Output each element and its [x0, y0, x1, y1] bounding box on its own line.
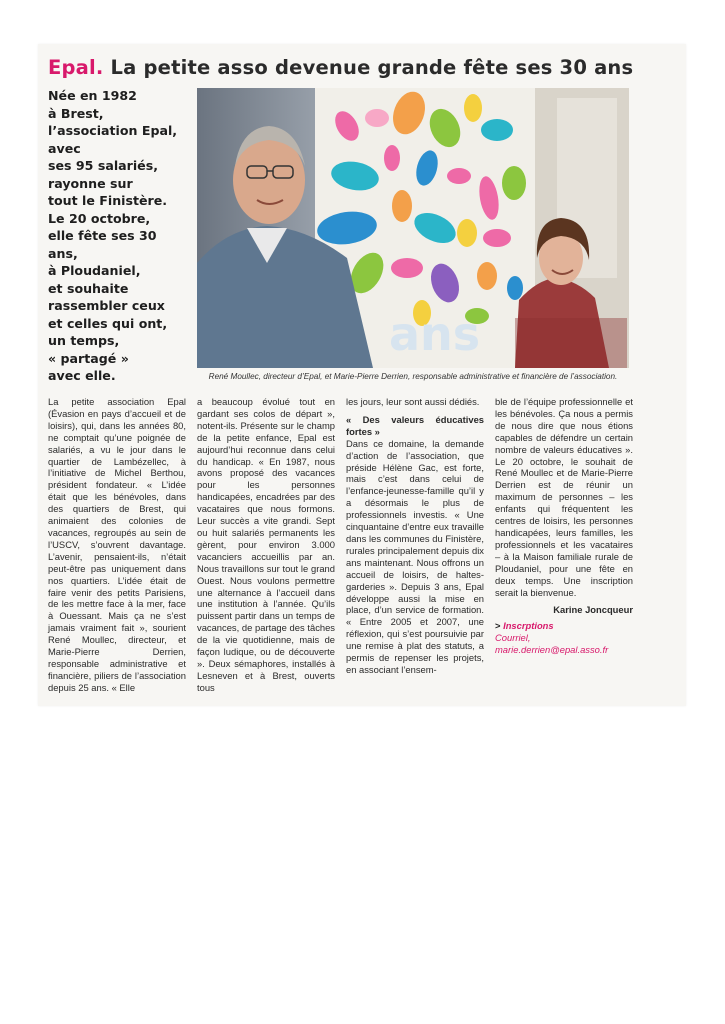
subheading: « Des valeurs éducatives fortes »	[346, 413, 484, 437]
lead-line: à Brest,	[48, 105, 104, 121]
body-paragraph: les jours, leur sont aussi dédiés.	[346, 396, 480, 407]
body-paragraph: a beaucoup évolué tout en gardant ses colos de départ », notent-ils. Présente sur le champ de la petite enfance, Epal est aujourd’hui reconnue dans celui du handicap. « En 1987, nous avons proposé des vacances pour les personnes handicapées, encadrées par des vacataires que nous formons. Leur succès a vite grandi. Sept ou huit salariés permanents les gèrent, pour environ 3.000 vacanciers accueillis par an. Nous travaillons sur tout le grand Ouest. Nous voulons permettre une alternance à l’accueil dans une institution à l’année. Qu’ils puissent partir dans un temps de vacances, de partage des tâches de la vie quotidienne, mais de façon ludique, ou de découverte ». Deux sémaphores, installés à Lesneven et à Brest, ouverts tous	[197, 396, 335, 693]
lead-line: ses 95 salariés,	[48, 158, 158, 173]
lead-line: et souhaite	[48, 280, 129, 296]
article-photo	[197, 88, 629, 368]
headline	[48, 56, 648, 79]
lead-line: rayonne sur	[48, 175, 133, 191]
body-column-1	[48, 396, 186, 694]
lead-line: Le 20 octobre,	[48, 210, 151, 226]
lead-line: un temps,	[48, 333, 120, 348]
info-box-label	[495, 620, 633, 632]
photo-caption: René Moullec, directeur d’Epal, et Marie-Pierre Derrien, responsable administrative et financière de l’association.	[208, 372, 618, 381]
info-label-text: Inscrptions	[503, 620, 554, 632]
body-column-4	[495, 396, 633, 656]
body-paragraph: ble de l’équipe professionnelle et les bénévoles. Ça nous a permis de nous dire que nous étions capables de défendre un certain nombre de valeurs éducatives ». Le 20 octobre, le souhait de René Moullec et de Marie-Pierre Derrien est de réunir un maximum de personnes – les enfants qui fréquentent les centres de loisirs, les personnes handicapées, leurs familles, les professionnels et les vacataires – à la Maison familiale rurale de Ploudaniel, pour une fête en deux temps. Une inscription serait la bienvenue.	[495, 396, 633, 598]
lead-line: tout le Finistère.	[48, 193, 168, 208]
author-byline: Karine Joncqueur	[553, 604, 633, 616]
lead-line: elle fête ses 30 ans,	[48, 228, 157, 261]
body-column-3	[346, 396, 484, 676]
lead-line: à Ploudaniel,	[48, 263, 141, 278]
lead-paragraph	[48, 87, 188, 385]
lead-line: avec	[48, 140, 81, 156]
body-paragraph: La petite association Epal (Évasion en pays d’accueil et de loisirs), qui, dans les années 80, ne comptait qu’une poignée de salariés, a vu le jour dans le quartier de Lambézellec, à l’initiative de Michel Berthou, président fondateur. « L’idée était que les bénévoles, dans des quartiers de Brest, qui animaient des colonies de vacances, regroupés au sein de l’USCV, s’ouvrent davantage. L’avenir, pensaient-ils, n’était peut-être pas uniquement dans nos quartiers. L’idée était de faire venir des petits Parisiens, de les mettre face à la mer, face à Ouessant. Mais ça ne s’est jamais vraiment fait », sourient René Moullec, directeur, et Marie-Pierre Derrien, responsable administrative et financière, piliers de l’association depuis 25 ans. « Elle	[48, 396, 186, 693]
lead-line: et celles qui ont,	[48, 315, 168, 331]
lead-line: rassembler ceux	[48, 298, 165, 313]
lead-line: « partagé »	[48, 350, 129, 366]
lead-line: avec elle.	[48, 368, 116, 383]
body-column-2	[197, 396, 335, 694]
lead-line: l’association Epal,	[48, 123, 178, 138]
headline-title: La petite asso devenue grande fête ses 30 ans	[110, 56, 634, 79]
contact-email[interactable]: Courriel, marie.derrien@epal.asso.fr	[495, 632, 609, 656]
lead-line: Née en 1982	[48, 88, 137, 103]
headline-brand: Epal.	[48, 56, 104, 79]
photo-illustration	[197, 88, 629, 368]
banner-text: ans	[389, 307, 481, 361]
arrow-icon: >	[495, 620, 501, 632]
body-paragraph: Dans ce domaine, la demande d’action de l’association, que préside Hélène Gac, est forte, mais c’est dans celui de l’enfance-jeunesse-famille qu’il y a désormais le plus de professionnels investis. « Une cinquantaine d’entre eux travaille dans les communes du Finistère, rurales principalement depuis dix ans maintenant. Nous offrons un accueil de loisirs, de haltes-garderies ». Depuis 3 ans, Epal développe aussi la mise en place, d’un service de formation. « Entre 2005 et 2007, une réflexion, qui s’est poursuivie par une remise à plat des statuts, a permis de repenser les projets, en associant l’ensem-	[346, 437, 484, 675]
